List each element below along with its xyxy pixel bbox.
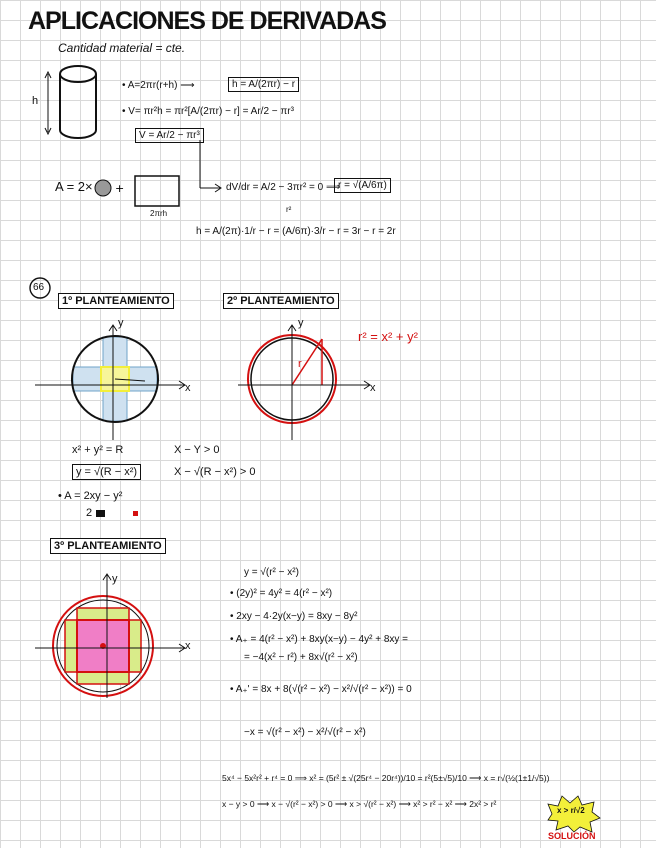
- plan3-step5: −x = √(r² − x²) − x²/√(r² − x²): [244, 727, 366, 738]
- plan1-eq3-denominator: 2: [86, 507, 93, 519]
- svg-text:+: +: [115, 182, 125, 195]
- plan1-x-axis-label: x: [185, 382, 191, 394]
- plan1-label: 1º PLANTEAMIENTO: [58, 293, 174, 309]
- r2-mark: r²: [286, 205, 292, 214]
- plan1-y-axis-label: y: [118, 317, 124, 329]
- plan3-final1: 5x⁴ − 5x²r² + r⁴ = 0 ⟹ x² = (5r² ± √(25r⁴ − 20r⁴))/10 = r²(5±√5)/10 ⟶ x = r√(½(1±1/√5)): [222, 773, 550, 783]
- problem-number: 66: [33, 282, 45, 293]
- derivative-eq: dV/dr = A/2 − 3πr² = 0 ⟹: [226, 182, 341, 193]
- plan1-cond1: X − Y > 0: [174, 444, 220, 456]
- volume-formula: • V= πr²h = πr²[A/(2πr) − r] = Ar/2 − πr³: [122, 106, 294, 117]
- plan2-note: r² = x² + y²: [358, 329, 418, 344]
- plan3-final2: x − y > 0 ⟶ x − √(r² − x²) > 0 ⟶ x > √(r² − x²) ⟶ x² > r² − x² ⟶ 2x² > r²: [222, 799, 497, 809]
- page-title: APLICACIONES DE DERIVADAS: [28, 7, 386, 35]
- plan3-label: 3º PLANTEAMIENTO: [50, 538, 166, 554]
- plan3-step1: • (2y)² = 4y² = 4(r² − x²): [230, 588, 333, 599]
- area-formula: • A=2πr(r+h) ⟶: [122, 80, 195, 91]
- plan3-step2: • 2xy − 4·2y(x−y) = 8xy − 8y²: [230, 611, 358, 622]
- plan1-eq2-box: y = √(R − x²): [72, 464, 141, 480]
- h-result-box: h = A/(2πr) − r: [228, 77, 299, 92]
- plan2-r-label: r: [298, 358, 302, 370]
- unrolled-label: 2πrh: [150, 209, 168, 218]
- plan1-mark-red: [133, 511, 138, 516]
- plan3-diagram: [35, 570, 195, 700]
- r-result-box: r = √(A/6π): [334, 178, 391, 193]
- plan3-x-axis-label: x: [185, 640, 191, 652]
- plan1-diagram: [35, 315, 195, 445]
- cylinder-h-label: h: [32, 95, 39, 107]
- h-final: h = A/(2π)·1/r − r = (A/6π)·3/r − r = 3r − r = 2r: [196, 226, 396, 237]
- plan2-x-axis-label: x: [370, 382, 376, 394]
- cylinder-drawing: [40, 60, 100, 150]
- surface-sketch: [95, 172, 195, 222]
- subtitle: Cantidad material = cte.: [58, 41, 186, 55]
- plan3-step3: • A₊ = 4(r² − x²) + 8xy(x−y) − 4y² + 8xy =: [230, 634, 409, 645]
- solution-box: x > r/√2: [557, 806, 585, 815]
- plan1-mark-black: [96, 510, 105, 517]
- plan1-eq3: • A = 2xy − y²: [58, 490, 123, 502]
- area-label: A = 2×: [55, 179, 93, 194]
- plan1-cond2: X − √(R − x²) > 0: [174, 466, 256, 478]
- plan2-label: 2º PLANTEAMIENTO: [223, 293, 339, 309]
- solution-label: SOLUCIÓN: [548, 831, 596, 841]
- plan3-y-def: y = √(r² − x²): [244, 567, 299, 578]
- derivative-arrow: [190, 140, 230, 195]
- plan3-y-axis-label: y: [112, 573, 118, 585]
- volume-box: V = Ar/2 − πr³: [135, 128, 204, 143]
- plan1-eq1: x² + y² = R: [72, 444, 124, 456]
- plan2-y-axis-label: y: [298, 317, 304, 329]
- plan3-step3b: = −4(x² − r²) + 8x√(r² − x²): [244, 652, 358, 663]
- plan3-step4: • A₊' = 8x + 8(√(r² − x²) − x²/√(r² − x²)) = 0: [230, 684, 412, 695]
